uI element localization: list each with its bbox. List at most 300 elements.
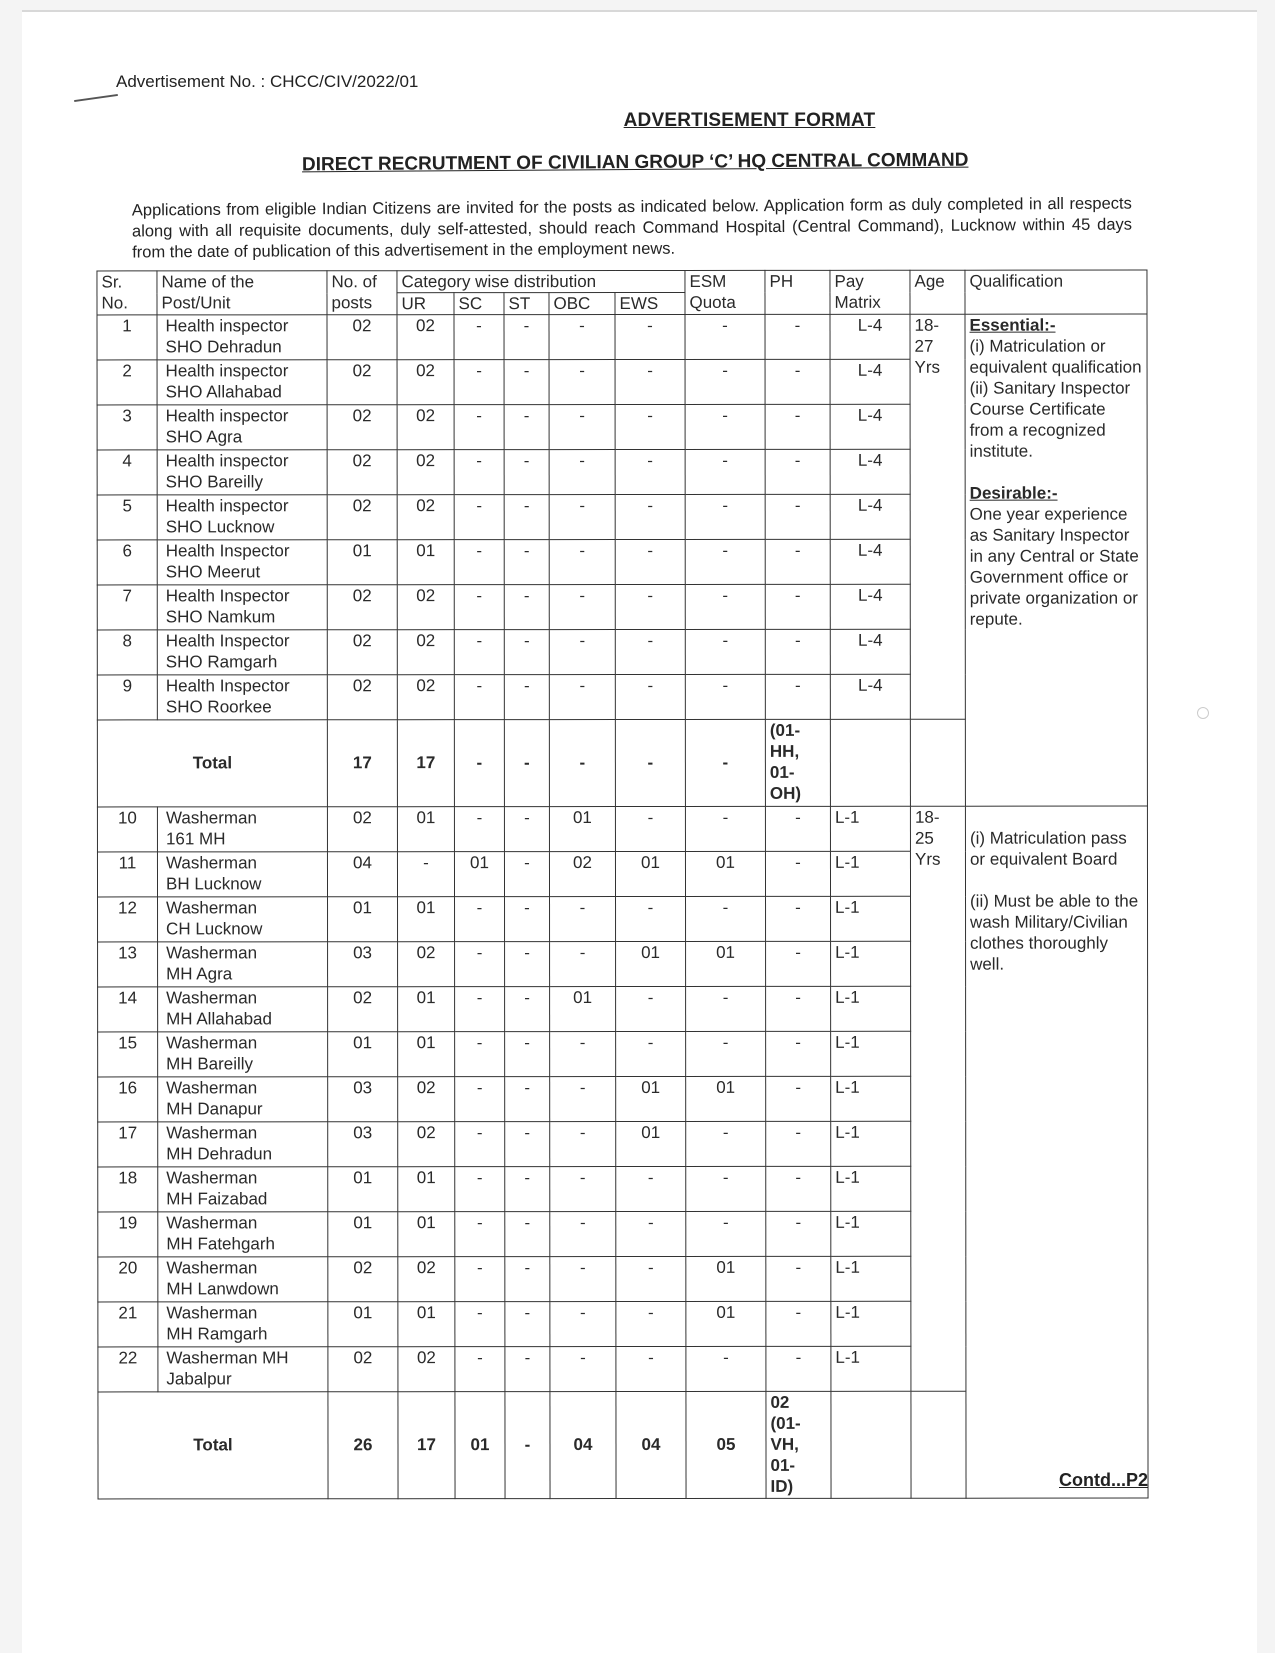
sr-no: 13	[98, 942, 158, 987]
washerman-group	[97, 806, 1148, 1499]
total-label: Total	[98, 1392, 328, 1499]
esm-quota: -	[685, 629, 765, 674]
post-name	[158, 1257, 328, 1302]
ur-count: 02	[397, 360, 454, 405]
sr-no: 8	[97, 630, 157, 675]
post-title: Washerman	[166, 943, 258, 963]
obc-count: -	[550, 1257, 616, 1302]
post-unit: SHO Roorkee	[165, 697, 272, 717]
sc-count: -	[454, 585, 504, 630]
post-name	[158, 1347, 328, 1392]
st-count: -	[505, 987, 550, 1032]
pay-matrix: L-1	[831, 896, 911, 941]
no-of-posts: 02	[328, 1347, 398, 1392]
obc-count: -	[549, 360, 615, 405]
sr-no: 16	[98, 1077, 158, 1122]
sc-count: -	[455, 1257, 505, 1302]
esm-quota: -	[685, 359, 765, 404]
ews-count: -	[616, 1301, 686, 1346]
sc-count: -	[455, 1077, 505, 1122]
sr-no: 20	[98, 1257, 158, 1302]
age-range: 18- 27 Yrs	[910, 314, 965, 719]
esm-quota: 01	[686, 1301, 766, 1346]
pay-matrix: L-1	[831, 1346, 911, 1391]
post-name	[157, 315, 327, 360]
sc-count: -	[454, 807, 504, 852]
esm-quota: -	[685, 404, 765, 449]
obc-count: 01	[550, 987, 616, 1032]
pay-matrix: L-1	[831, 986, 911, 1031]
st-count: -	[505, 1032, 550, 1077]
total-st: -	[504, 720, 549, 807]
st-count: -	[505, 1167, 550, 1212]
post-unit: Jabalpur	[166, 1369, 232, 1389]
ews-count: 01	[615, 851, 685, 896]
sr-no: 7	[97, 585, 157, 630]
ph-count: -	[766, 1301, 831, 1346]
qualification-text-2: (ii) Must be able to the wash Military/Civilian clothes thoroughly well.	[970, 891, 1139, 974]
header-ur: UR	[397, 293, 454, 315]
esm-quota: -	[686, 1031, 766, 1076]
no-of-posts: 02	[327, 585, 397, 630]
pay-matrix: L-1	[831, 1076, 911, 1121]
document-page	[22, 10, 1257, 1653]
ews-count: -	[616, 986, 686, 1031]
ph-count: -	[766, 1076, 831, 1121]
esm-quota: -	[686, 986, 766, 1031]
sc-count: -	[454, 630, 504, 675]
ph-count: -	[766, 1121, 831, 1166]
no-of-posts: 02	[327, 315, 397, 360]
document-subtitle: DIRECT RECRUTMENT OF CIVILIAN GROUP ‘C’ HQ CENTRAL COMMAND	[301, 149, 969, 176]
post-name	[157, 630, 327, 675]
ph-count: -	[765, 404, 830, 449]
post-title: Health Inspector	[165, 676, 290, 696]
sr-no: 21	[98, 1302, 158, 1347]
scan-mark	[1197, 707, 1209, 719]
no-of-posts: 02	[327, 495, 397, 540]
header-ews: EWS	[615, 292, 685, 314]
header-sc: SC	[454, 293, 504, 315]
ews-count: -	[616, 1256, 686, 1301]
ph-count: -	[766, 1166, 831, 1211]
ews-count: -	[615, 584, 685, 629]
sr-no: 1	[97, 315, 157, 360]
st-count: -	[504, 852, 549, 897]
post-name	[157, 585, 327, 630]
post-unit: SHO Dehradun	[165, 337, 282, 357]
ph-count: -	[765, 449, 830, 494]
total-ph: 02 (01- VH, 01- ID)	[766, 1391, 831, 1498]
sr-no: 14	[98, 987, 158, 1032]
obc-count: -	[550, 1122, 616, 1167]
post-name	[158, 987, 328, 1032]
esm-quota: 01	[686, 1256, 766, 1301]
no-of-posts: 03	[328, 942, 398, 987]
ph-count: -	[766, 1346, 831, 1391]
ur-count: 02	[398, 1077, 455, 1122]
total-esm: -	[685, 719, 765, 806]
pay-matrix: L-4	[830, 539, 910, 584]
header-st: ST	[504, 293, 549, 315]
total-age-empty	[910, 719, 965, 806]
st-count: -	[504, 450, 549, 495]
header-obc: OBC	[549, 293, 615, 315]
obc-count: -	[549, 315, 615, 360]
sr-no: 18	[98, 1167, 158, 1212]
ur-count: 02	[398, 1122, 455, 1167]
total-st: -	[505, 1392, 550, 1499]
essential-label: Essential:-	[969, 315, 1056, 335]
post-unit: MH Ramgarh	[166, 1324, 268, 1344]
ph-count: -	[766, 1031, 831, 1076]
post-name	[157, 852, 327, 897]
st-count: -	[504, 675, 549, 720]
post-unit: SHO Agra	[165, 427, 243, 447]
header-ph: PH	[765, 270, 830, 314]
total-posts: 26	[328, 1392, 398, 1499]
post-name	[158, 1077, 328, 1122]
obc-count: -	[550, 897, 616, 942]
post-name	[158, 1212, 328, 1257]
posts-table	[96, 270, 1148, 1500]
pay-matrix: L-4	[830, 674, 910, 719]
no-of-posts: 02	[327, 807, 397, 852]
ews-count: -	[615, 449, 685, 494]
qualification-cell	[965, 314, 1147, 806]
post-unit: BH Lucknow	[165, 874, 262, 894]
post-unit: MH Lanwdown	[166, 1279, 279, 1299]
esm-quota: -	[686, 896, 766, 941]
ur-count: 02	[398, 1347, 455, 1392]
ph-count: -	[766, 986, 831, 1031]
sc-count: -	[455, 897, 505, 942]
ews-count: -	[615, 314, 685, 359]
ph-count: -	[765, 359, 830, 404]
st-count: -	[505, 1257, 550, 1302]
ews-count: -	[615, 806, 685, 851]
sr-no: 4	[97, 450, 157, 495]
obc-count: -	[549, 540, 615, 585]
obc-count: 01	[549, 807, 615, 852]
ews-count: -	[615, 494, 685, 539]
ews-count: -	[616, 1346, 686, 1391]
sc-count: -	[455, 942, 505, 987]
ph-count: -	[766, 896, 831, 941]
st-count: -	[504, 807, 549, 852]
obc-count: -	[549, 675, 615, 720]
pay-matrix: L-1	[831, 941, 911, 986]
post-unit: MH Fatehgarh	[166, 1234, 275, 1254]
ph-count: -	[766, 1256, 831, 1301]
post-name	[158, 1032, 328, 1077]
post-unit: MH Faizabad	[166, 1189, 268, 1209]
post-name	[157, 360, 327, 405]
total-pay-empty	[831, 1391, 911, 1498]
post-name	[158, 1302, 328, 1347]
post-title: Washerman MH	[166, 1348, 289, 1368]
post-title: Washerman	[166, 898, 258, 918]
sr-no: 10	[97, 807, 157, 852]
obc-count: -	[549, 495, 615, 540]
no-of-posts: 01	[328, 1167, 398, 1212]
desirable-text: One year experience as Sanitary Inspector in any Central or State Government office or private organization or repute.	[969, 504, 1139, 629]
no-of-posts: 02	[327, 405, 397, 450]
ur-count: 02	[397, 585, 454, 630]
post-name	[157, 405, 327, 450]
total-pay-empty	[830, 719, 910, 806]
ph-count: -	[765, 629, 830, 674]
post-name	[158, 897, 328, 942]
post-name	[157, 807, 327, 852]
sc-count: -	[454, 495, 504, 540]
st-count: -	[505, 1212, 550, 1257]
post-title: Washerman	[166, 1303, 258, 1323]
post-name	[157, 675, 327, 720]
header-row-1	[97, 270, 1147, 293]
sr-no: 12	[98, 897, 158, 942]
header-esm: ESM Quota	[685, 270, 765, 314]
post-name	[157, 540, 327, 585]
pay-matrix: L-1	[831, 1256, 911, 1301]
esm-quota: -	[686, 1121, 766, 1166]
post-unit: SHO Meerut	[165, 562, 261, 582]
post-unit: MH Dehradun	[166, 1144, 273, 1164]
st-count: -	[505, 942, 550, 987]
document-title: ADVERTISEMENT FORMAT	[623, 110, 876, 131]
pay-matrix: L-4	[830, 584, 910, 629]
post-unit: 161 MH	[165, 829, 226, 849]
post-title: Health inspector	[165, 451, 289, 471]
header-pay: Pay Matrix	[830, 270, 910, 314]
ews-count: -	[616, 896, 686, 941]
st-count: -	[504, 360, 549, 405]
ur-count: 01	[398, 1212, 455, 1257]
obc-count: -	[550, 942, 616, 987]
sr-no: 3	[97, 405, 157, 450]
st-count: -	[504, 405, 549, 450]
post-unit: SHO Ramgarh	[165, 652, 278, 672]
esm-quota: -	[685, 539, 765, 584]
post-title: Health Inspector	[165, 541, 290, 561]
ur-count: 02	[397, 450, 454, 495]
header-no-of-posts: No. of posts	[327, 271, 397, 315]
st-count: -	[505, 1122, 550, 1167]
ph-count: -	[765, 584, 830, 629]
table-row	[97, 314, 1147, 360]
total-sc: -	[454, 720, 504, 807]
pay-matrix: L-1	[831, 1121, 911, 1166]
st-count: -	[504, 630, 549, 675]
sr-no: 5	[97, 495, 157, 540]
ph-count: -	[765, 806, 830, 851]
header-sr-no: Sr. No.	[97, 271, 157, 315]
sr-no: 22	[98, 1347, 158, 1392]
st-count: -	[505, 1302, 550, 1347]
total-ur: 17	[397, 720, 454, 807]
ur-count: 01	[398, 897, 455, 942]
obc-count: -	[549, 405, 615, 450]
esm-quota: 01	[686, 941, 766, 986]
obc-count: -	[550, 1167, 616, 1212]
esm-quota: -	[685, 449, 765, 494]
post-unit: SHO Namkum	[165, 607, 276, 627]
post-title: Washerman	[165, 808, 257, 828]
header-name: Name of the Post/Unit	[157, 271, 327, 315]
esm-quota: 01	[686, 1076, 766, 1121]
header-category: Category wise distribution	[397, 270, 685, 292]
total-obc: 04	[550, 1392, 616, 1499]
header-age: Age	[910, 270, 965, 314]
post-unit: MH Bareilly	[166, 1054, 254, 1074]
ews-count: 01	[616, 941, 686, 986]
no-of-posts: 02	[327, 630, 397, 675]
post-title: Health inspector	[165, 406, 289, 426]
no-of-posts: 02	[327, 675, 397, 720]
obc-count: 02	[549, 852, 615, 897]
pay-matrix: L-4	[830, 314, 910, 359]
obc-count: -	[549, 630, 615, 675]
no-of-posts: 03	[328, 1077, 398, 1122]
obc-count: -	[550, 1077, 616, 1122]
no-of-posts: 01	[328, 897, 398, 942]
esm-quota: -	[686, 1346, 766, 1391]
post-title: Washerman	[166, 1078, 258, 1098]
ph-count: -	[766, 941, 831, 986]
sc-count: -	[454, 540, 504, 585]
st-count: -	[504, 495, 549, 540]
ur-count: 02	[397, 315, 454, 360]
sc-count: -	[454, 405, 504, 450]
obc-count: -	[550, 1212, 616, 1257]
ur-count: 01	[398, 1167, 455, 1212]
post-title: Health inspector	[165, 496, 289, 516]
pay-matrix: L-1	[830, 851, 910, 896]
ews-count: -	[615, 539, 685, 584]
total-ews: 04	[616, 1391, 686, 1498]
post-unit: MH Danapur	[166, 1099, 263, 1119]
sc-count: -	[455, 987, 505, 1032]
esm-quota: -	[685, 314, 765, 359]
intro-paragraph: Applications from eligible Indian Citizens are invited for the posts as indicated below. Application form as duly completed in all respects along with all requisite documents, duly self-attested, should reach Command Hospital (Central Command), Lucknow within 45 days from the date of publication of this advertisement in the employment news.	[131, 194, 1133, 262]
total-esm: 05	[686, 1391, 766, 1498]
pay-matrix: L-1	[831, 1031, 911, 1076]
ews-count: -	[615, 359, 685, 404]
no-of-posts: 01	[328, 1212, 398, 1257]
total-obc: -	[549, 720, 615, 807]
ur-count: 02	[397, 675, 454, 720]
obc-count: -	[550, 1032, 616, 1077]
post-title: Washerman	[166, 1258, 258, 1278]
no-of-posts: 03	[328, 1122, 398, 1167]
ur-count: 01	[397, 540, 454, 585]
total-label: Total	[97, 720, 327, 807]
ur-count: 01	[398, 1032, 455, 1077]
ews-count: -	[615, 629, 685, 674]
sc-count: 01	[454, 852, 504, 897]
esm-quota: -	[685, 806, 765, 851]
ews-count: 01	[616, 1121, 686, 1166]
post-title: Health inspector	[165, 361, 289, 381]
sc-count: -	[454, 675, 504, 720]
advertisement-number: Advertisement No. : CHCC/CIV/2022/01	[116, 72, 419, 91]
sc-count: -	[455, 1347, 505, 1392]
no-of-posts: 02	[327, 450, 397, 495]
health-inspector-group	[97, 314, 1147, 807]
total-sc: 01	[455, 1392, 505, 1499]
post-name	[158, 1167, 328, 1212]
obc-count: -	[549, 585, 615, 630]
sc-count: -	[454, 315, 504, 360]
post-title: Washerman	[166, 1033, 258, 1053]
total-ph: (01- HH, 01- OH)	[765, 719, 830, 806]
ur-count: 02	[397, 630, 454, 675]
pay-matrix: L-4	[830, 629, 910, 674]
post-title: Washerman	[166, 1123, 258, 1143]
esm-quota: -	[685, 674, 765, 719]
sc-count: -	[455, 1302, 505, 1347]
post-name	[158, 1122, 328, 1167]
age-range: 18- 25 Yrs	[910, 806, 966, 1391]
ph-count: -	[765, 539, 830, 584]
post-unit: MH Allahabad	[166, 1009, 272, 1029]
ur-count: -	[397, 852, 454, 897]
header-qualification: Qualification	[965, 270, 1147, 314]
st-count: -	[504, 585, 549, 630]
sc-count: -	[455, 1212, 505, 1257]
sc-count: -	[455, 1167, 505, 1212]
sr-no: 2	[97, 360, 157, 405]
post-name	[158, 942, 328, 987]
esm-quota: -	[685, 584, 765, 629]
sr-no: 17	[98, 1122, 158, 1167]
table-row	[97, 806, 1147, 852]
post-unit: MH Agra	[166, 964, 233, 984]
post-title: Health inspector	[165, 316, 289, 336]
no-of-posts: 01	[327, 540, 397, 585]
ur-count: 01	[397, 807, 454, 852]
st-count: -	[504, 315, 549, 360]
sr-no: 9	[97, 675, 157, 720]
pay-matrix: L-4	[830, 404, 910, 449]
total-age-empty	[911, 1391, 966, 1498]
obc-count: -	[550, 1302, 616, 1347]
no-of-posts: 02	[327, 360, 397, 405]
ur-count: 02	[397, 495, 454, 540]
qualification-text-1: (i) Matriculation pass or equivalent Board	[969, 828, 1127, 869]
pay-matrix: L-4	[830, 359, 910, 404]
obc-count: -	[549, 450, 615, 495]
ur-count: 02	[398, 942, 455, 987]
sr-no: 6	[97, 540, 157, 585]
ur-count: 02	[397, 405, 454, 450]
ph-count: -	[765, 314, 830, 359]
pay-matrix: L-1	[831, 1301, 911, 1346]
post-title: Washerman	[166, 988, 258, 1008]
essential-text: (i) Matriculation or equivalent qualification (ii) Sanitary Inspector Course Certificate from a recognized institute.	[969, 336, 1142, 461]
ph-count: -	[765, 674, 830, 719]
ews-count: -	[616, 1031, 686, 1076]
post-name	[157, 450, 327, 495]
ph-count: -	[766, 1211, 831, 1256]
esm-quota: 01	[685, 851, 765, 896]
ur-count: 01	[398, 1302, 455, 1347]
pay-matrix: L-1	[831, 1166, 911, 1211]
sc-count: -	[455, 1122, 505, 1167]
sr-no: 11	[97, 852, 157, 897]
pay-matrix: L-4	[830, 494, 910, 539]
ews-count: -	[616, 1166, 686, 1211]
